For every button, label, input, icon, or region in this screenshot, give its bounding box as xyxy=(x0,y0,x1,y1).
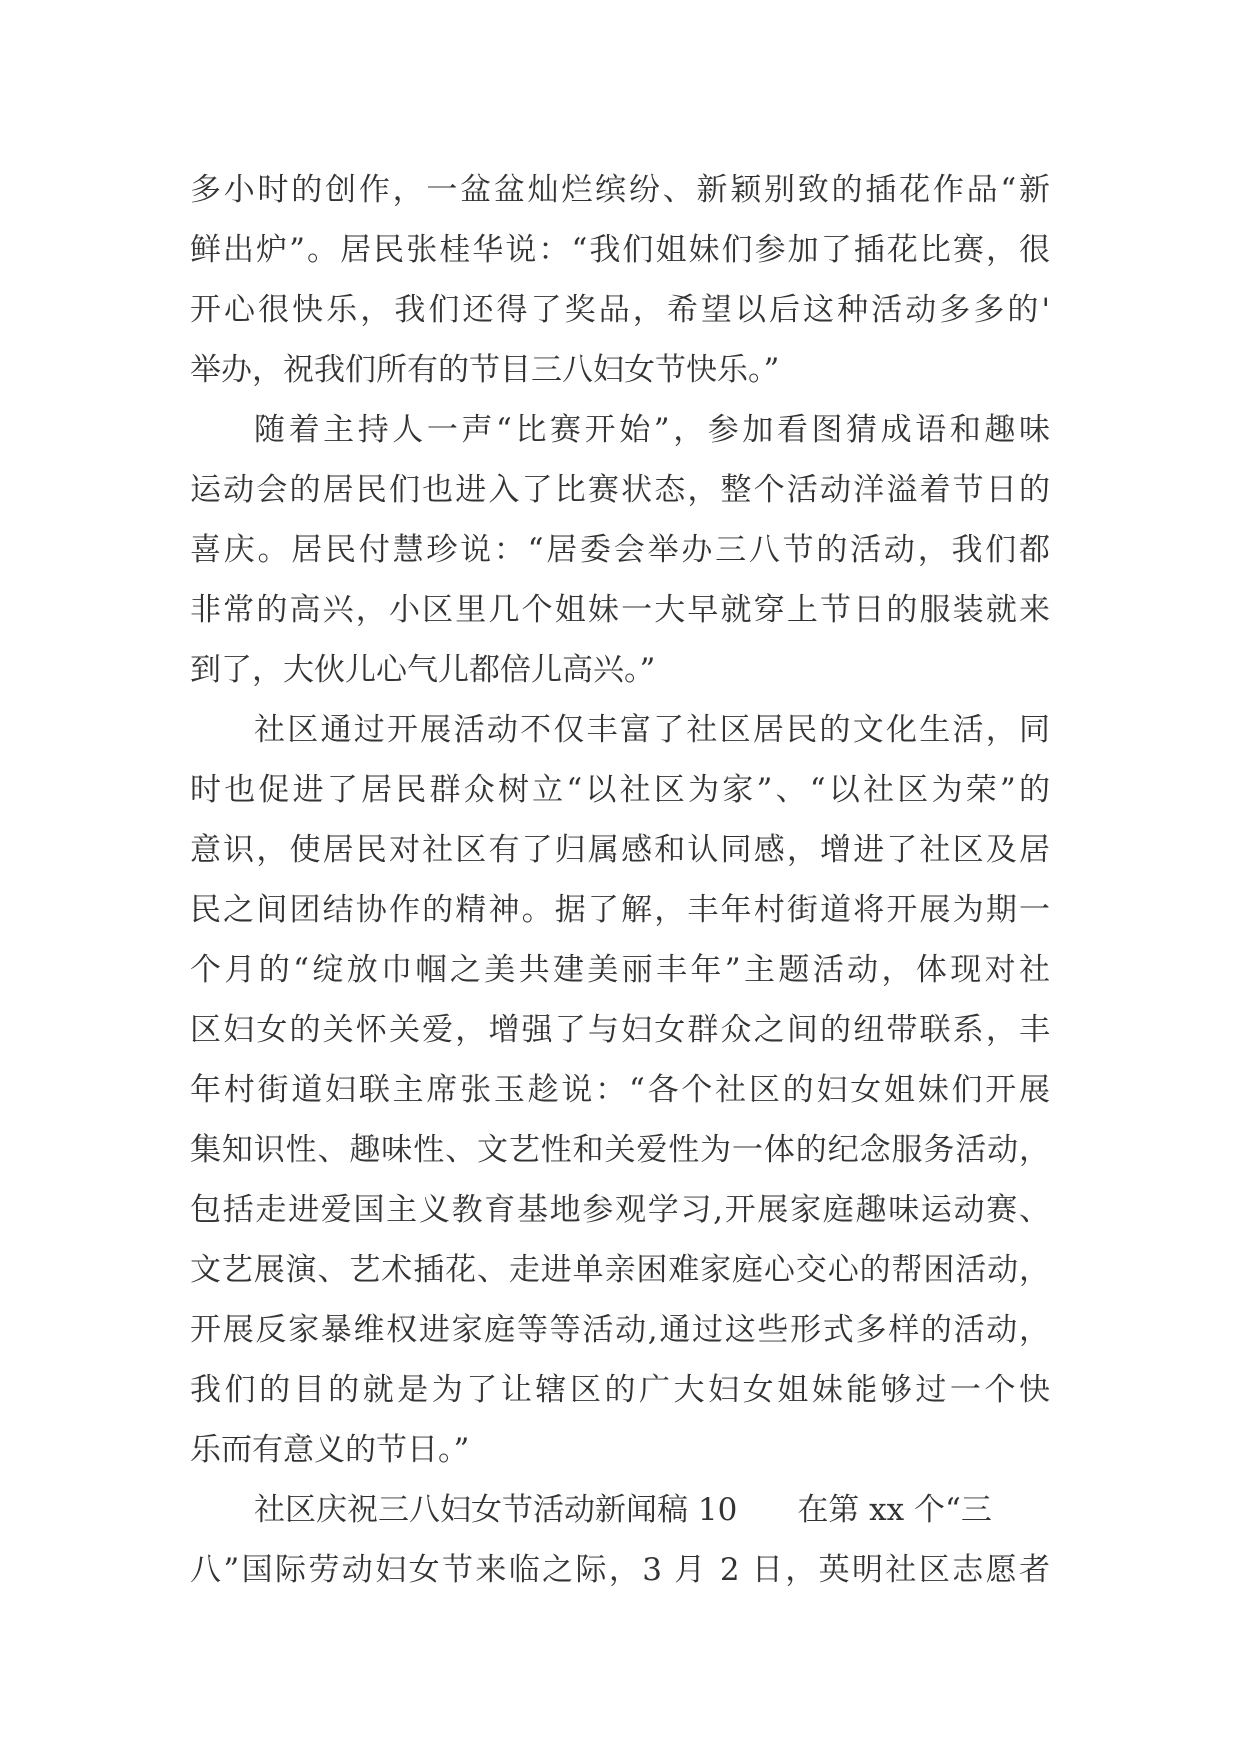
paragraph-2-line-5: 到了，大伙儿心气儿都倍儿高兴。” xyxy=(190,652,656,688)
paragraph-3-line-10: 文艺展演、艺术插花、走进单亲困难家庭心交心的帮困活动， xyxy=(190,1252,1050,1288)
paragraph-1-line-4: 举办，祝我们所有的节目三八妇女节快乐。” xyxy=(190,352,780,388)
article-heading: 社区庆祝三八妇女节活动新闻稿 10 xyxy=(254,1492,738,1528)
paragraph-2-line-1: 随着主持人一声“比赛开始”，参加看图猜成语和趣味 xyxy=(254,412,1050,448)
document-body xyxy=(190,160,1050,1600)
paragraph-3-line-8: 集知识性、趣味性、文艺性和关爱性为一体的纪念服务活动， xyxy=(190,1132,1050,1168)
paragraph-1-line-3: 开心很快乐，我们还得了奖品，希望以后这种活动多多的' xyxy=(190,292,1050,328)
paragraph-1-line-1: 多小时的创作，一盆盆灿烂缤纷、新颖别致的插花作品“新 xyxy=(190,172,1050,208)
paragraph-3-line-1: 社区通过开展活动不仅丰富了社区居民的文化生活，同 xyxy=(254,712,1050,748)
paragraph-2-line-2: 运动会的居民们也进入了比赛状态，整个活动洋溢着节日的 xyxy=(190,472,1050,508)
paragraph-3-line-11: 开展反家暴维权进家庭等等活动,通过这些形式多样的活动， xyxy=(190,1312,1050,1348)
paragraph-3-line-6: 区妇女的关怀关爱，增强了与妇女群众之间的纽带联系，丰 xyxy=(190,1012,1050,1048)
paragraph-3-line-7: 年村街道妇联主席张玉趁说：“各个社区的妇女姐妹们开展 xyxy=(190,1072,1050,1108)
paragraph-4-line-1-text: 在第 xx 个“三 xyxy=(797,1492,992,1528)
paragraph-4-line-1 xyxy=(190,1480,1050,1540)
paragraph-2-line-3: 喜庆。居民付慧珍说：“居委会举办三八节的活动，我们都 xyxy=(190,532,1050,568)
paragraph-3-line-12: 我们的目的就是为了让辖区的广大妇女姐妹能够过一个快 xyxy=(190,1372,1050,1408)
paragraph-3-line-9: 包括走进爱国主义教育基地参观学习,开展家庭趣味运动赛、 xyxy=(190,1192,1050,1228)
paragraph-4-line-2: 八”国际劳动妇女节来临之际，3 月 2 日，英明社区志愿者 xyxy=(190,1552,1050,1588)
paragraph-3-line-3: 意识，使居民对社区有了归属感和认同感，增进了社区及居 xyxy=(190,832,1050,868)
paragraph-3-line-5: 个月的“绽放巾帼之美共建美丽丰年”主题活动，体现对社 xyxy=(190,952,1050,988)
paragraph-1-line-2: 鲜出炉”。居民张桂华说：“我们姐妹们参加了插花比赛，很 xyxy=(190,232,1050,268)
paragraph-2-line-4: 非常的高兴，小区里几个姐妹一大早就穿上节日的服装就来 xyxy=(190,592,1050,628)
paragraph-3-line-13: 乐而有意义的节日。” xyxy=(190,1432,470,1468)
paragraph-3-line-2: 时也促进了居民群众树立“以社区为家”、“以社区为荣”的 xyxy=(190,772,1050,808)
paragraph-3-line-4: 民之间团结协作的精神。据了解，丰年村街道将开展为期一 xyxy=(190,892,1050,928)
